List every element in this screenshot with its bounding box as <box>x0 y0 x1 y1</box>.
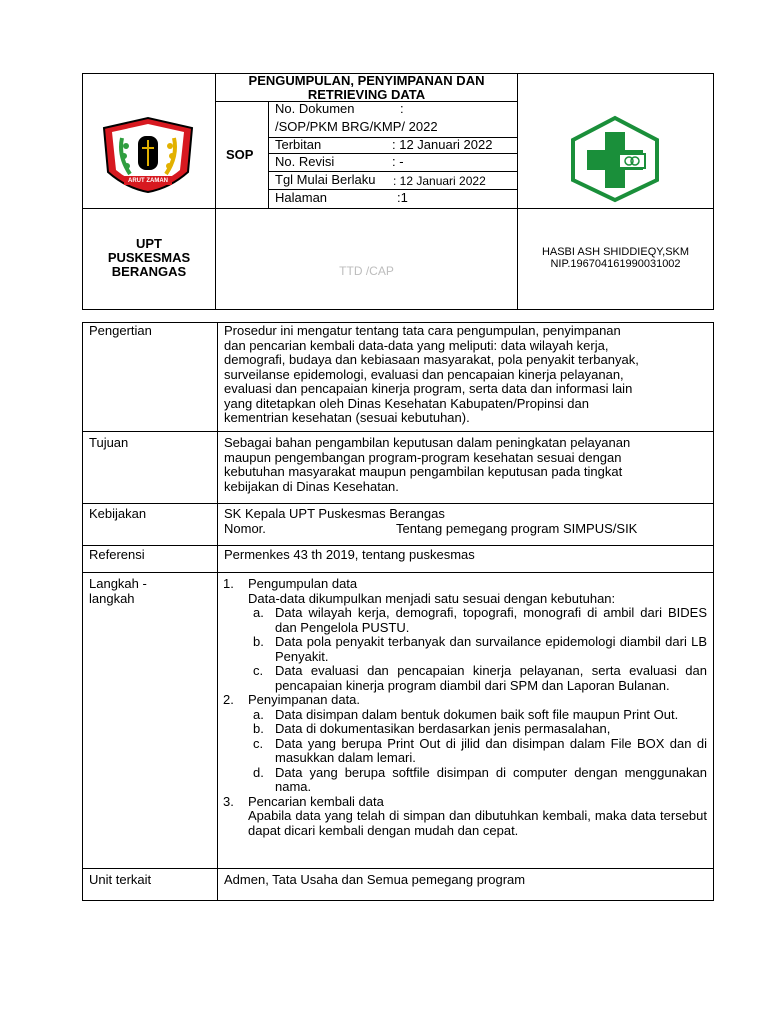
substep-item <box>248 635 707 664</box>
pengertian-content <box>224 324 708 426</box>
tujuan-line: kebijakan di Dinas Kesehatan. <box>224 478 399 494</box>
step-title: Penyimpanan data. <box>248 692 361 707</box>
substep-text: Data yang berupa Print Out di jilid dan disimpan dalam File BOX dan di masukkan dalam lemari. <box>275 735 707 765</box>
step-number: 2. <box>223 692 234 707</box>
pengertian-line: dan pencarian kembali data-data yang meliputi: data wilayah kerja, <box>224 337 609 353</box>
substep-mark: b. <box>253 634 264 649</box>
revisi-label: No. Revisi <box>275 154 335 169</box>
sop-label: SOP <box>226 147 254 162</box>
substep-text: Data di dokumentasikan berdasarkan jenis permasalahan, <box>275 721 611 736</box>
substep-mark: a. <box>253 605 264 620</box>
substep-item <box>248 708 707 723</box>
step-item <box>219 693 707 795</box>
step-intro: Data-data dikumpulkan menjadi satu sesuai dengan kebutuhan: <box>248 590 616 606</box>
substep-item <box>248 737 707 766</box>
unit-text: Admen, Tata Usaha dan Semua pemegang program <box>224 872 526 887</box>
step-number: 3. <box>223 793 234 809</box>
substep-mark: b. <box>253 721 264 736</box>
referensi-text: Permenkes 43 th 2019, tentang puskesmas <box>224 547 475 562</box>
pengertian-label: Pengertian <box>89 323 152 338</box>
pengertian-line: surveilanse epidemologi, evaluasi dan pencapaian kinerja pelayanan, <box>224 366 624 382</box>
doc-no-value: /SOP/PKM BRG/KMP/ 2022 <box>275 119 438 134</box>
org-line3: BERANGAS <box>111 264 187 279</box>
step-title: Pencarian kembali data <box>248 793 384 809</box>
kebijakan-nomor: Nomor. <box>224 521 266 536</box>
langkah-content <box>219 577 707 838</box>
pengertian-line: demografi, budaya dan kebiasaan masyarakat, pola penyakit terbanyak, <box>224 352 639 367</box>
doc-no-colon: : <box>400 101 404 116</box>
kebijakan-line1: SK Kepala UPT Puskesmas Berangas <box>224 506 445 521</box>
revisi-value: : - <box>392 154 404 169</box>
substep-mark: c. <box>253 735 264 751</box>
signer-nip: NIP.196704161990031002 <box>550 258 681 270</box>
sop-title-line1: PENGUMPULAN, PENYIMPANAN DAN <box>248 73 485 88</box>
org-line2: PUSKESMAS <box>107 250 191 265</box>
substep-mark: c. <box>253 663 264 678</box>
step-item <box>219 795 707 839</box>
substep-mark: d. <box>253 764 264 780</box>
sop-title-line2: RETRIEVING DATA <box>307 87 426 102</box>
tujuan-line: kebutuhan masyarakat maupun pengambilan keputusan pada tingkat <box>224 464 623 479</box>
pengertian-line: kementrian kesehatan (sesuai kebutuhan). <box>224 410 470 425</box>
substep-item <box>248 664 707 693</box>
tujuan-line: Sebagai bahan pengambilan keputusan dalam peningkatan pelayanan <box>224 435 631 450</box>
pengertian-line: Prosedur ini mengatur tentang tata cara pengumpulan, penyimpanan <box>224 323 621 338</box>
halaman-value: :1 <box>397 190 408 205</box>
terbitan-value: : 12 Januari 2022 <box>392 137 493 152</box>
tujuan-line: maupun pengembangan program-program kesehatan sesuai dengan <box>224 449 622 465</box>
unit-label: Unit terkait <box>89 872 152 887</box>
pengertian-line: yang ditetapkan oleh Dinas Kesehatan Kabupaten/Propinsi dan <box>224 395 589 411</box>
tujuan-content <box>224 436 708 494</box>
kebijakan-tentang: Tentang pemegang program SIMPUS/SIK <box>396 521 638 536</box>
org-line1: UPT <box>136 236 162 251</box>
substep-text: Data disimpan dalam bentuk dokumen baik soft file maupun Print Out. <box>275 706 679 722</box>
substep-text: Data yang berupa softfile disimpan di computer dengan menggunakan nama. <box>275 764 707 794</box>
substep-item <box>248 606 707 635</box>
puskesmas-cross-icon <box>569 114 661 204</box>
pengertian-line: evaluasi dan pencapaian kinerja program, serta data dan informasi lain <box>224 381 633 396</box>
tgl-value: : 12 Januari 2022 <box>393 174 486 188</box>
signer-name: HASBI ASH SHIDDIEQY,SKM <box>541 246 690 258</box>
step-title: Pengumpulan data <box>248 576 358 591</box>
terbitan-label: Terbitan <box>275 137 322 152</box>
kebijakan-label: Kebijakan <box>89 506 147 521</box>
langkah-label-line1: Langkah - <box>89 576 147 591</box>
substep-item <box>248 766 707 795</box>
tujuan-label: Tujuan <box>89 435 129 450</box>
referensi-label: Referensi <box>89 547 145 562</box>
substep-text: Data evaluasi dan pencapaian kinerja pelayanan, serta evaluasi dan pencapaian kinerja program diambil dari SPM dan Laporan Bulanan. <box>275 663 707 693</box>
regency-emblem-label: ARUT ZAMAN <box>128 178 168 184</box>
langkah-label <box>89 577 147 606</box>
substep-text: Data pola penyakit terbanyak dan survailance epidemologi diambil dari LB Penyakit. <box>275 634 707 664</box>
langkah-label-line2: langkah <box>89 590 135 606</box>
step-number: 1. <box>223 576 234 591</box>
substep-mark: a. <box>253 706 264 722</box>
halaman-label: Halaman <box>275 190 328 205</box>
stamp-placeholder: TTD /CAP <box>339 264 394 278</box>
tgl-label: Tgl Mulai Berlaku <box>275 172 376 187</box>
substep-text: Data wilayah kerja, demografi, topografi, monografi di ambil dari BIDES dan Pengelola PUSTU. <box>275 605 707 635</box>
step-closing: Apabila data yang telah di simpan dan dibutuhkan kembali, maka data tersebut dapat dicari kembali dengan mudah dan cepat. <box>248 808 707 838</box>
substep-item <box>248 722 707 737</box>
step-item <box>219 577 707 693</box>
doc-no-label: No. Dokumen <box>275 101 355 116</box>
